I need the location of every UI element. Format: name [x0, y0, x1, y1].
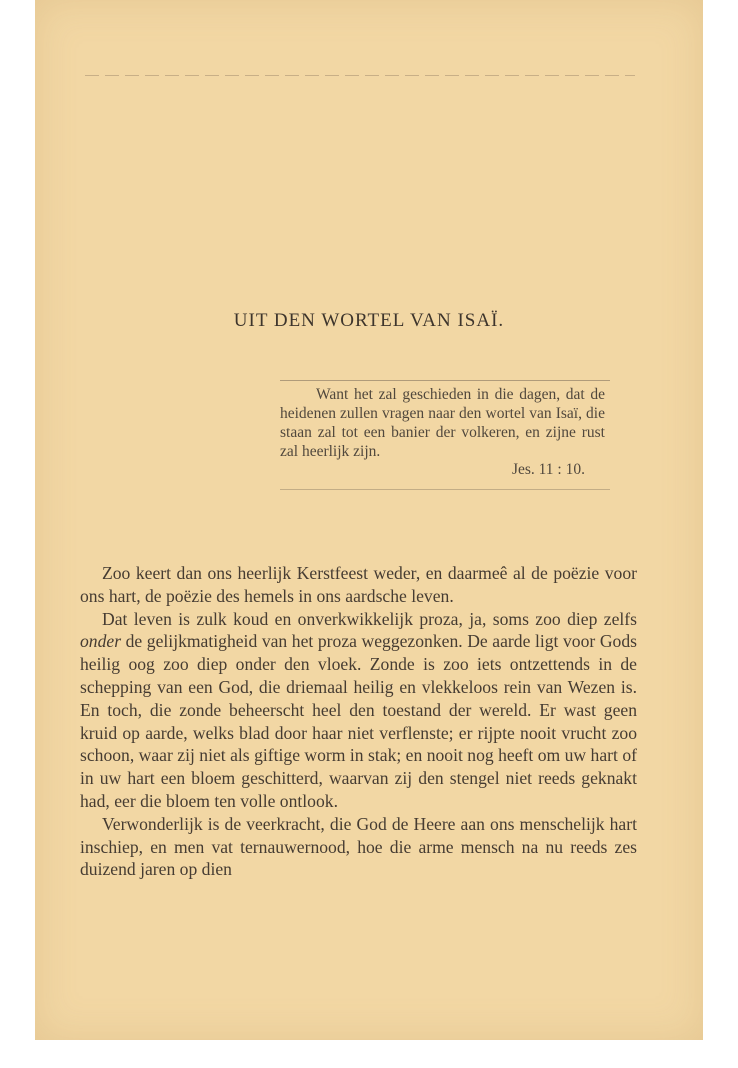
paragraph-2-part-2: de gelijkmatigheid van het proza weggezonken. De aarde ligt voor Gods heilig oog zoo diep onder den vloek. Zonde is zoo iets ontzettends in de schepping van een God, die driemaal heilig en vlekkeloos rein van Wezen is. En toch, die zonde beheerscht heel den toestand der wereld. Er wast geen kruid op aarde, welks blad door haar niet verflenste; er rijpte nooit vrucht zoo schoon, waar zij niet als giftige worm in stak; en nooit nog heeft om uw hart of in uw hart een bloem geschitterd, waarvan zij den stengel niet reeds geknakt had, eer die bloem ten volle ontlook.	[80, 631, 637, 811]
body-text	[80, 562, 637, 881]
paragraph-1: Zoo keert dan ons heerlijk Kerstfeest weder, en daarmeê al de poëzie voor ons hart, de poëzie des hemels in ons aardsche leven.	[80, 563, 637, 606]
epigraph-rule-top	[280, 380, 610, 381]
epigraph	[280, 380, 605, 490]
paragraph-3: Verwonderlijk is de veerkracht, die God de Heere aan ons menschelijk hart inschiep, en men vat ternauwernood, hoe die arme mensch na nu reeds zes duizend jaren op dien	[80, 813, 637, 880]
paragraph-2-part-1: Dat leven is zulk koud en onverkwikkelijk proza, ja, soms zoo diep zelfs	[102, 608, 637, 629]
paragraph-2	[80, 608, 637, 813]
paragraph-2-emphasis: onder	[80, 631, 122, 652]
epigraph-rule-bottom	[280, 489, 610, 490]
epigraph-text: Want het zal geschieden in die dagen, dat de heidenen zullen vragen naar den wortel van Isaï, die staan zal tot een banier der volkeren, en zijne rust zal heerlijk zijn.	[280, 386, 605, 460]
chapter-title: UIT DEN WORTEL VAN ISAÏ.	[233, 310, 505, 331]
decorative-rule	[85, 75, 635, 76]
book-page	[35, 0, 703, 1040]
epigraph-reference: Jes. 11 : 10.	[511, 461, 585, 478]
